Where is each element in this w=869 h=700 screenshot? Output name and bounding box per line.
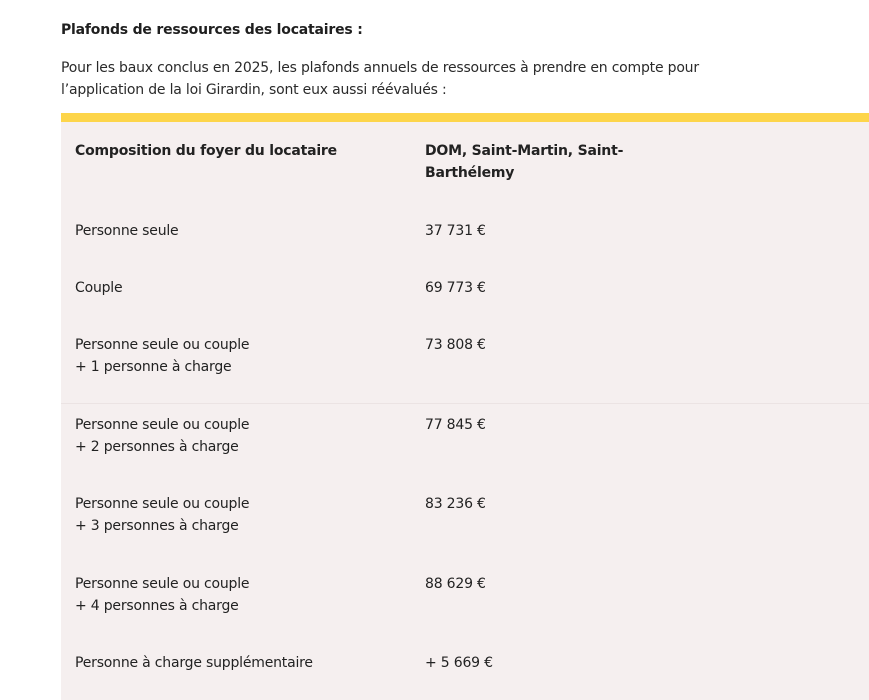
- row-divider: [61, 403, 869, 404]
- table-header-row: [61, 140, 869, 200]
- section-heading: Plafonds de ressources des locataires :: [61, 22, 363, 38]
- header-composition: Composition du foyer du locataire: [75, 143, 337, 159]
- row-value: 69 773 €: [425, 280, 486, 296]
- row-label-line-1: Personne seule ou couple: [75, 576, 250, 592]
- row-label: [75, 493, 375, 537]
- row-value: 37 731 €: [425, 223, 486, 239]
- row-label-line-1: Personne seule ou couple: [75, 417, 250, 433]
- row-value: + 5 669 €: [425, 655, 493, 671]
- row-label-line-2: + 3 personnes à charge: [75, 518, 239, 534]
- row-value: 73 808 €: [425, 337, 486, 353]
- intro-paragraph: [61, 57, 761, 101]
- row-label: [75, 573, 375, 617]
- row-label-line-1: Personne seule ou couple: [75, 496, 250, 512]
- row-value: 77 845 €: [425, 417, 486, 433]
- row-label-line-2: + 4 personnes à charge: [75, 598, 239, 614]
- intro-line-1: Pour les baux conclus en 2025, les plafonds annuels de ressources à prendre en compte pour: [61, 60, 699, 76]
- row-value: 88 629 €: [425, 576, 486, 592]
- row-label-line-2: + 1 personne à charge: [75, 359, 232, 375]
- row-label: [75, 334, 375, 378]
- intro-line-2: l’application de la loi Girardin, sont eux aussi réévalués :: [61, 82, 447, 98]
- header-region-line-1: DOM, Saint-Martin, Saint-: [425, 143, 624, 159]
- income-ceiling-table: [61, 113, 869, 700]
- header-region: [425, 140, 645, 184]
- row-label: Couple: [75, 280, 123, 296]
- row-label: Personne à charge supplémentaire: [75, 655, 313, 671]
- row-label: Personne seule: [75, 223, 179, 239]
- row-label: [75, 414, 375, 458]
- row-label-line-2: + 2 personnes à charge: [75, 439, 239, 455]
- row-label-line-1: Personne seule ou couple: [75, 337, 250, 353]
- row-value: 83 236 €: [425, 496, 486, 512]
- header-region-line-2: Barthélemy: [425, 165, 515, 181]
